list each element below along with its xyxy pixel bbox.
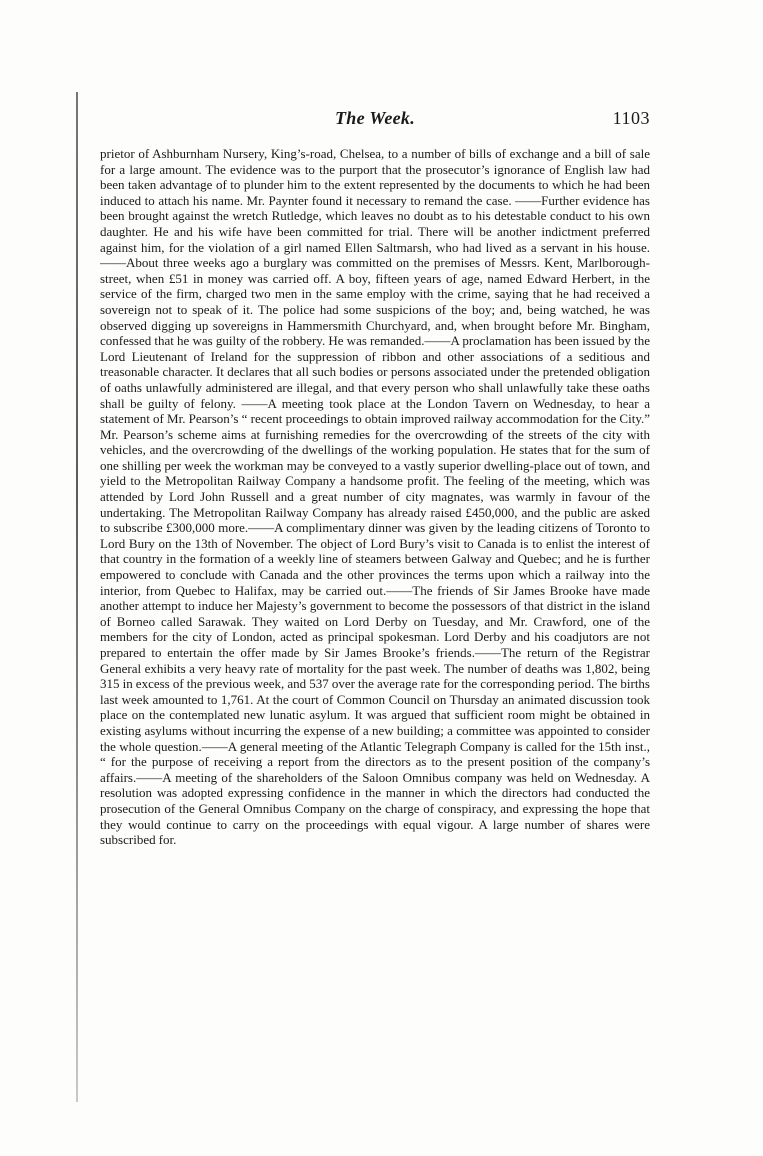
article-body — [100, 146, 650, 848]
page-number: 1103 — [612, 108, 650, 128]
page-header — [100, 108, 650, 134]
article-paragraph: prietor of Ashburnham Nursery, King’s-road, Chelsea, to a number of bills of exchange and a bill of sale for a large amount. The evidence was to the purport that the prosecutor’s ignorance of English law had been taken advantage of to plunder him to the extent represented by the documents to which he had been induced to attach his name. Mr. Paynter found it necessary to remand the case. ——Further evidence has been brought against the wretch Rutledge, which leaves no doubt as to his detestable conduct to his own daughter. He and his wife have been committed for trial. There will be another indictment preferred against him, for the violation of a girl named Ellen Saltmarsh, who had lived as a servant in his house.——About three weeks ago a burglary was committed on the premises of Messrs. Kent, Marlborough-street, when £51 in money was carried off. A boy, fifteen years of age, named Edward Herbert, in the service of the firm, charged two men in the same employ with the crime, saying that he had received a sovereign not to speak of it. The police had some suspicions of the boy; and, being watched, he was observed digging up sovereigns in Hammersmith Churchyard, and, when brought before Mr. Bingham, confessed that he was guilty of the robbery. He was remanded.——A proclamation has been issued by the Lord Lieutenant of Ireland for the suppression of ribbon and other associations of a seditious and treasonable character. It declares that all such bodies or persons associated under the pretended obligation of oaths unlawfully administered are illegal, and that every person who shall unlawfully take these oaths shall be guilty of felony. ——A meeting took place at the London Tavern on Wednesday, to hear a statement of Mr. Pearson’s “ recent proceedings to obtain improved railway accommodation for the City.” Mr. Pearson’s scheme aims at furnishing remedies for the overcrowding of the streets of the city with vehicles, and the overcrowding of the dwellings of the working population. He states that for the sum of one shilling per week the workman may be conveyed to a vastly superior dwelling-place out of town, and yield to the Metropolitan Railway Company a handsome profit. The feeling of the meeting, which was attended by Lord John Russell and a great number of city magnates, was warmly in favour of the undertaking. The Metropolitan Railway Company has already raised £450,000, and the public are asked to subscribe £300,000 more.——A complimentary dinner was given by the leading citizens of Toronto to Lord Bury on the 13th of November. The object of Lord Bury’s visit to Canada is to enlist the interest of that country in the formation of a weekly line of steamers between Galway and Quebec; and he is further empowered to conclude with Canada and the other provinces the terms upon which a railway into the interior, from Quebec to Halifax, may be carried out.——The friends of Sir James Brooke have made another attempt to induce her Majesty’s government to become the possessors of that district in the island of Borneo called Sarawak. They waited on Lord Derby on Tuesday, and Mr. Crawford, one of the members for the city of London, acted as principal spokesman. Lord Derby and his coadjutors are not prepared to entertain the offer made by Sir James Brooke’s friends.——The return of the Registrar General exhibits a very heavy rate of mortality for the past week. The number of deaths was 1,802, being 315 in excess of the previous week, and 537 over the average rate for the corresponding period. The births last week amounted to 1,761. At the court of Common Council on Thursday an animated discussion took place on the contemplated new lunatic asylum. It was argued that sufficient room might be obtained in existing asylums without incurring the expense of a new building; a committee was appointed to consider the whole question.——A general meeting of the Atlantic Telegraph Company is called for the 15th inst., “ for the purpose of receiving a report from the directors as to the present position of the company’s affairs.——A meeting of the shareholders of the Saloon Omnibus company was held on Wednesday. A resolution was adopted expressing confidence in the manner in which the directors had conducted the prosecution of the General Omnibus Company on the charge of conspiracy, and expressing the hope that they would continue to carry on the proceedings with equal vigour. A large number of shares were subscribed for. — [100, 146, 650, 848]
book-spine-shadow — [76, 92, 78, 1102]
running-title: The Week. — [334, 108, 416, 128]
